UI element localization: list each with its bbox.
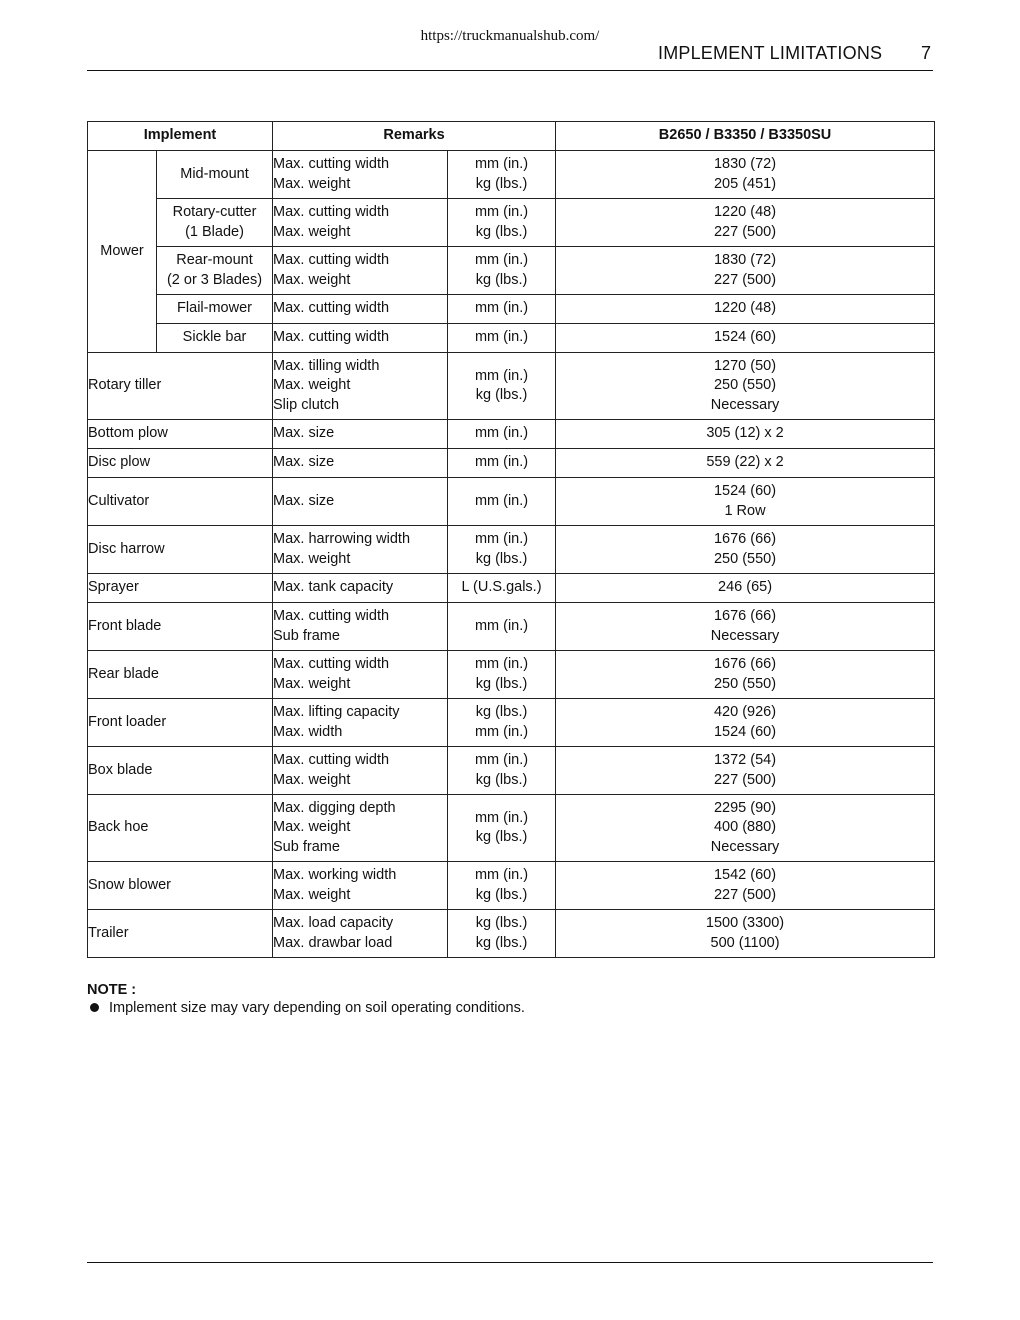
- cell-line: Max. cutting width: [273, 300, 390, 317]
- cell-line: Max. tank capacity: [273, 579, 394, 596]
- value-cell: [556, 478, 935, 526]
- table-row: [88, 699, 935, 747]
- value-cell: [556, 910, 935, 958]
- unit-cell: [448, 910, 556, 958]
- implement-group-cell: [88, 151, 157, 353]
- unit-cell: [448, 651, 556, 699]
- unit-cell: [448, 574, 556, 603]
- cell-line: Sub frame: [273, 627, 340, 644]
- remarks-cell: [273, 603, 448, 651]
- table-row: [88, 910, 935, 958]
- cell-line: kg (lbs.): [475, 175, 528, 192]
- cell-line: 246 (65): [718, 579, 773, 596]
- column-header-models: B2650 / B3350 / B3350SU: [556, 122, 935, 151]
- header-rule: [87, 70, 933, 71]
- implement-cell: [88, 747, 273, 795]
- cell-line: 1270 (50): [713, 357, 777, 374]
- table-row: [88, 526, 935, 574]
- table-row: [88, 747, 935, 795]
- unit-cell: [448, 353, 556, 420]
- cell-line: Slip clutch: [273, 396, 340, 413]
- implement-label: Box blade: [88, 761, 153, 778]
- note-item-text: Implement size may vary depending on soil operating conditions.: [109, 1000, 525, 1016]
- unit-cell: [448, 862, 556, 910]
- cell-line: kg (lbs.): [475, 675, 528, 692]
- cell-line: mm (in.): [474, 867, 529, 883]
- implement-label: Rotary tiller: [88, 377, 162, 394]
- table-row: [88, 353, 935, 420]
- column-header-implement: Implement: [88, 122, 273, 151]
- remarks-cell: [273, 651, 448, 699]
- remarks-cell: [273, 526, 448, 574]
- note-item: [87, 999, 525, 1017]
- cell-line: Sickle bar: [182, 329, 247, 346]
- cell-line: Max. weight: [273, 550, 351, 567]
- cell-line: 1830 (72): [713, 156, 777, 172]
- table-row: [88, 295, 935, 324]
- implement-cell: [88, 910, 273, 958]
- cell-line: kg (lbs.): [475, 771, 528, 788]
- remarks-cell: [273, 449, 448, 478]
- implement-label: Bottom plow: [88, 425, 168, 442]
- cell-line: Necessary: [710, 396, 780, 413]
- note-section: [87, 981, 525, 1017]
- table-row: [88, 449, 935, 478]
- implement-label: Snow blower: [88, 876, 172, 893]
- table-row: [88, 151, 935, 199]
- implement-subtype-cell: [157, 324, 273, 353]
- unit-cell: [448, 795, 556, 862]
- cell-line: Max. cutting width: [273, 204, 390, 220]
- table-row: [88, 199, 935, 247]
- section-title: IMPLEMENT LIMITATIONS: [658, 43, 883, 63]
- table-row: [88, 574, 935, 603]
- implement-cell: [88, 353, 273, 420]
- cell-line: Max. digging depth: [273, 799, 396, 816]
- implement-label: Front blade: [88, 617, 162, 634]
- remarks-cell: [273, 574, 448, 603]
- cell-line: 227 (500): [713, 271, 777, 288]
- cell-line: Max. size: [273, 492, 335, 509]
- cell-line: Max. drawbar load: [273, 934, 393, 951]
- cell-line: Necessary: [710, 838, 780, 855]
- cell-line: 559 (22) x 2: [706, 454, 784, 471]
- cell-line: Max. cutting width: [273, 252, 390, 268]
- unit-cell: [448, 603, 556, 651]
- remarks-cell: [273, 199, 448, 247]
- cell-line: (2 or 3 Blades): [166, 271, 263, 288]
- cell-line: mm (in.): [474, 252, 529, 268]
- implement-cell: [88, 420, 273, 449]
- implement-subtype-cell: [157, 247, 273, 295]
- cell-line: 1 Row: [724, 502, 766, 519]
- table-body: [88, 151, 935, 958]
- cell-line: 1524 (60): [713, 483, 777, 499]
- implement-label: Front loader: [88, 713, 167, 730]
- value-cell: [556, 747, 935, 795]
- implement-label: Back hoe: [88, 819, 149, 836]
- cell-line: Max. harrowing width: [273, 531, 411, 547]
- cell-line: Mid-mount: [180, 165, 249, 182]
- cell-line: Max. cutting width: [273, 752, 390, 768]
- cell-line: Max. lifting capacity: [273, 704, 400, 720]
- implement-cell: [88, 795, 273, 862]
- cell-line: Max. size: [273, 425, 335, 442]
- implement-cell: [88, 651, 273, 699]
- remarks-cell: [273, 795, 448, 862]
- table-row: [88, 651, 935, 699]
- implement-cell: [88, 699, 273, 747]
- value-cell: [556, 247, 935, 295]
- cell-line: mm (in.): [474, 300, 529, 317]
- cell-line: kg (lbs.): [475, 387, 528, 403]
- cell-line: 1372 (54): [713, 752, 777, 768]
- remarks-cell: [273, 910, 448, 958]
- cell-line: Max. cutting width: [273, 656, 390, 672]
- cell-line: Flail-mower: [177, 300, 252, 317]
- cell-line: mm (in.): [474, 809, 529, 826]
- cell-line: Max. cutting width: [273, 329, 390, 346]
- cell-line: kg (lbs.): [475, 915, 528, 931]
- value-cell: [556, 420, 935, 449]
- value-cell: [556, 324, 935, 353]
- value-cell: [556, 449, 935, 478]
- cell-line: Max. weight: [273, 675, 351, 692]
- cell-line: 1220 (48): [713, 300, 777, 317]
- cell-line: 250 (550): [713, 550, 777, 567]
- cell-line: Max. load capacity: [273, 915, 394, 931]
- unit-cell: [448, 478, 556, 526]
- cell-line: 250 (550): [713, 675, 777, 692]
- cell-line: Max. cutting width: [273, 608, 390, 624]
- cell-line: Max. width: [273, 723, 343, 740]
- implement-cell: [88, 574, 273, 603]
- value-cell: [556, 699, 935, 747]
- cell-line: mm (in.): [474, 425, 529, 442]
- cell-line: mm (in.): [474, 156, 529, 172]
- remarks-cell: [273, 420, 448, 449]
- table-row: [88, 862, 935, 910]
- cell-line: Max. weight: [273, 771, 351, 788]
- cell-line: L (U.S.gals.): [461, 579, 542, 596]
- implement-cell: [88, 449, 273, 478]
- cell-line: 227 (500): [713, 886, 777, 903]
- implement-cell: [88, 526, 273, 574]
- implement-cell: [88, 862, 273, 910]
- cell-line: 1524 (60): [713, 329, 777, 346]
- value-cell: [556, 526, 935, 574]
- table-row: [88, 795, 935, 862]
- footer-rule: [87, 1262, 933, 1263]
- remarks-cell: [273, 747, 448, 795]
- cell-line: mm (in.): [474, 329, 529, 346]
- remarks-cell: [273, 295, 448, 324]
- unit-cell: [448, 295, 556, 324]
- implement-label: Trailer: [88, 924, 129, 941]
- source-url: https://truckmanualshub.com/: [420, 28, 600, 44]
- value-cell: [556, 603, 935, 651]
- unit-cell: [448, 449, 556, 478]
- implement-label: Disc harrow: [88, 540, 165, 557]
- cell-line: 2295 (90): [713, 799, 777, 816]
- implement-subtype-cell: [157, 295, 273, 324]
- cell-line: (1 Blade): [185, 223, 244, 240]
- cell-line: Max. weight: [273, 175, 351, 192]
- cell-line: Rear-mount: [176, 252, 253, 268]
- cell-line: 1542 (60): [713, 867, 777, 883]
- cell-line: mm (in.): [474, 656, 529, 672]
- value-cell: [556, 353, 935, 420]
- value-cell: [556, 862, 935, 910]
- value-cell: [556, 651, 935, 699]
- cell-line: 500 (1100): [710, 934, 780, 951]
- table-row: [88, 324, 935, 353]
- cell-line: kg (lbs.): [475, 934, 528, 951]
- remarks-cell: [273, 862, 448, 910]
- remarks-cell: [273, 699, 448, 747]
- cell-line: Rotary-cutter: [172, 204, 257, 220]
- cell-line: mm (in.): [474, 531, 529, 547]
- cell-line: Max. weight: [273, 819, 351, 836]
- cell-line: kg (lbs.): [475, 223, 528, 240]
- implement-limitations-table: [87, 121, 935, 958]
- cell-line: 250 (550): [713, 377, 777, 394]
- remarks-cell: [273, 247, 448, 295]
- cell-line: 205 (451): [713, 175, 777, 192]
- cell-line: mm (in.): [474, 492, 529, 509]
- cell-line: kg (lbs.): [475, 550, 528, 567]
- cell-line: Max. weight: [273, 886, 351, 903]
- value-cell: [556, 151, 935, 199]
- table-row: [88, 420, 935, 449]
- cell-line: 1220 (48): [713, 204, 777, 220]
- table-row: [88, 478, 935, 526]
- cell-line: 1676 (66): [713, 656, 777, 672]
- remarks-cell: [273, 353, 448, 420]
- table-row: [88, 247, 935, 295]
- cell-line: 1500 (3300): [705, 915, 785, 931]
- cell-line: kg (lbs.): [475, 704, 528, 720]
- implement-label: Cultivator: [88, 492, 150, 509]
- cell-line: 1676 (66): [713, 608, 777, 624]
- value-cell: [556, 574, 935, 603]
- cell-line: kg (lbs.): [475, 886, 528, 903]
- cell-line: Max. tilling width: [273, 357, 380, 374]
- table-row: [88, 603, 935, 651]
- cell-line: 227 (500): [713, 223, 777, 240]
- cell-line: mm (in.): [474, 723, 529, 740]
- cell-line: Max. weight: [273, 271, 351, 288]
- value-cell: [556, 199, 935, 247]
- implement-cell: [88, 603, 273, 651]
- cell-line: 400 (880): [713, 819, 777, 836]
- value-cell: [556, 795, 935, 862]
- implement-subtype-cell: [157, 151, 273, 199]
- cell-line: 1524 (60): [713, 723, 777, 740]
- implement-label: Rear blade: [88, 665, 159, 682]
- cell-line: 227 (500): [713, 771, 777, 788]
- cell-line: 305 (12) x 2: [706, 425, 784, 442]
- remarks-cell: [273, 478, 448, 526]
- unit-cell: [448, 699, 556, 747]
- implement-label: Disc plow: [88, 454, 151, 471]
- implement-group-label: Mower: [100, 242, 144, 259]
- cell-line: Necessary: [710, 627, 780, 644]
- remarks-cell: [273, 151, 448, 199]
- cell-line: Max. weight: [273, 377, 351, 394]
- cell-line: 1830 (72): [713, 252, 777, 268]
- implement-subtype-cell: [157, 199, 273, 247]
- cell-line: 1676 (66): [713, 531, 777, 547]
- cell-line: Max. weight: [273, 223, 351, 240]
- cell-line: kg (lbs.): [475, 271, 528, 288]
- implement-label: Sprayer: [88, 579, 139, 596]
- unit-cell: [448, 324, 556, 353]
- table-header-row: [88, 122, 935, 151]
- cell-line: mm (in.): [474, 617, 529, 634]
- column-header-remarks: Remarks: [273, 122, 556, 151]
- bullet-icon: [90, 1003, 99, 1012]
- cell-line: mm (in.): [474, 454, 529, 471]
- note-label: NOTE :: [87, 982, 137, 998]
- cell-line: mm (in.): [474, 204, 529, 220]
- cell-line: mm (in.): [474, 752, 529, 768]
- cell-line: Max. size: [273, 454, 335, 471]
- unit-cell: [448, 420, 556, 449]
- implement-cell: [88, 478, 273, 526]
- cell-line: mm (in.): [474, 367, 529, 384]
- cell-line: Max. cutting width: [273, 156, 390, 172]
- unit-cell: [448, 247, 556, 295]
- unit-cell: [448, 526, 556, 574]
- cell-line: kg (lbs.): [475, 829, 528, 845]
- cell-line: Sub frame: [273, 838, 340, 855]
- unit-cell: [448, 199, 556, 247]
- cell-line: 420 (926): [713, 704, 777, 720]
- remarks-cell: [273, 324, 448, 353]
- unit-cell: [448, 747, 556, 795]
- page-number: 7: [921, 43, 932, 63]
- cell-line: Max. working width: [273, 867, 397, 883]
- value-cell: [556, 295, 935, 324]
- unit-cell: [448, 151, 556, 199]
